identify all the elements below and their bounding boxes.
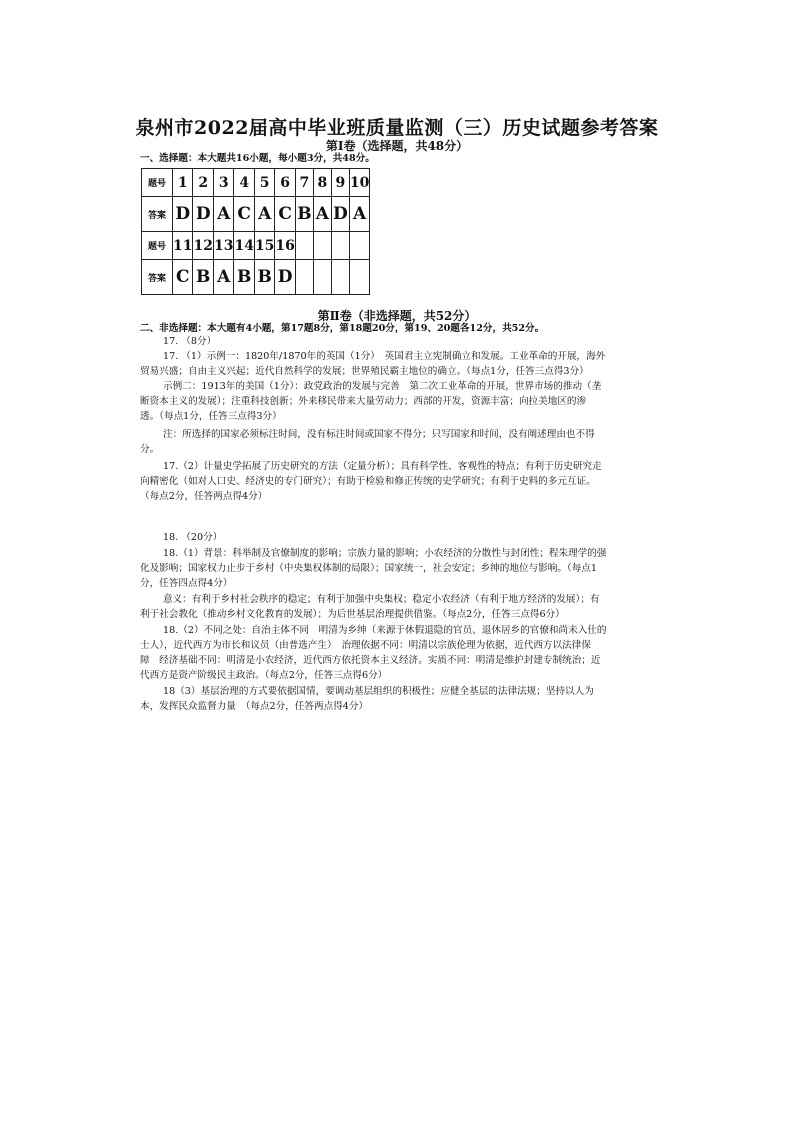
answer-cell: [313, 260, 331, 295]
answer-cell: D: [193, 197, 213, 232]
q-num: 9: [331, 169, 349, 197]
answer-cell: C: [234, 197, 254, 232]
text-line: 18.（2）不同之处：自治主体不同 明清为乡绅（来源于休假退隐的官员、退休居乡的官僚和尚未入仕的: [163, 625, 607, 636]
answer-cell: A: [254, 197, 274, 232]
answer-cell: B: [193, 260, 213, 295]
document-title: 泉州市2022届高中毕业班质量监测（三）历史试题参考答案: [135, 117, 659, 139]
answer-cell: B: [234, 260, 254, 295]
q-num: 7: [295, 169, 313, 197]
q-num: 10: [349, 169, 369, 197]
text-line: 17. （8分）: [163, 336, 217, 347]
text-line: 向精密化（如对人口史、经济史的专门研究）；有助于检验和修正传统的史学研究；有利于史料的多元互证。: [140, 476, 596, 487]
answer-cell: [349, 260, 369, 295]
ans-label: 答案: [142, 260, 173, 295]
q-num: 8: [313, 169, 331, 197]
text-line: 注：所选择的国家必须标注时间，没有标注时间或国家不得分；只写国家和时间，没有阐述理由也不得: [163, 429, 595, 440]
part2-heading: 第Ⅱ卷（非选择题，共52分）: [317, 309, 477, 323]
text-line: 士人），近代西方为市长和议员（由普选产生） 治理依据不同：明清以宗族伦理为依据，近代西方以法律保: [140, 640, 591, 651]
answer-cell: B: [254, 260, 274, 295]
q-num: 5: [254, 169, 274, 197]
part1-heading: 第Ⅰ卷（选择题，共48分）: [325, 139, 469, 153]
text-line: 示例二：1913年的美国（1分）：政党政治的发展与完善 第二次工业革命的开展，世界市场的推动（垄: [163, 381, 602, 392]
answer-cell: [331, 260, 349, 295]
table-row: [142, 232, 370, 260]
q-num: 15: [254, 232, 274, 260]
text-line: 意义：有利于乡村社会秩序的稳定；有利于加强中央集权；稳定小农经济（有利于地方经济的发展）；有: [163, 594, 600, 605]
table-row: [142, 169, 370, 197]
ans-label: 答案: [142, 197, 173, 232]
answer-cell: C: [275, 197, 295, 232]
q-num: 2: [193, 169, 213, 197]
q-num: 14: [234, 232, 254, 260]
answer-cell: A: [213, 260, 233, 295]
text-line: 断资本主义的发展）；注重科技创新；外来移民带来大量劳动力；西部的开发，资源丰富；向拉美地区的渗: [140, 396, 587, 407]
text-line: 18.（1）背景：科举制及官僚制度的影响；宗族力量的影响；小农经济的分散性与封闭性；程朱理学的强: [163, 548, 607, 559]
text-line: 障 经济基础不同：明清是小农经济，近代西方依托资本主义经济。实质不同：明清是维护封建专制统治；近: [140, 655, 601, 666]
q-num: [331, 232, 349, 260]
text-line: 17. （1）示例一：1820年/1870年的英国（1分） 英国君主立宪制确立和发展。工业革命的开展，海外: [163, 351, 606, 362]
text-line: 本，发挥民众监督力量 （每点2分，任答两点得4分）: [140, 701, 369, 712]
text-line: 18. （20分）: [163, 532, 223, 543]
text-line: 代西方是资产阶级民主政治。（每点2分，任答三点得6分）: [140, 670, 388, 681]
answer-cell: A: [313, 197, 331, 232]
answer-cell: D: [331, 197, 349, 232]
answer-cell: D: [275, 260, 295, 295]
text-line: 透。（每点1分，任答三点得3分）: [140, 411, 282, 422]
text-line: 贸易兴盛；自由主义兴起；近代自然科学的发展；世界殖民霸主地位的确立。（每点1分，任答三点得3分）: [140, 366, 589, 377]
q-num: 11: [173, 232, 193, 260]
answer-cell: D: [173, 197, 193, 232]
table-row: [142, 197, 370, 232]
answer-cell: A: [213, 197, 233, 232]
q-num: [295, 232, 313, 260]
section2-heading: 二、非选择题：本大题有4小题，第17题8分，第18题20分，第19、20题各12分，共52分。: [140, 323, 545, 334]
q-num: 6: [275, 169, 295, 197]
q-num: 1: [173, 169, 193, 197]
text-line: 17.（2）计量史学拓展了历史研究的方法（定量分析）；具有科学性、客观性的特点；有利于历史研究走: [163, 461, 602, 472]
q-num: 16: [275, 232, 295, 260]
num-label: 题号: [142, 169, 173, 197]
q-num: [349, 232, 369, 260]
q-num: [313, 232, 331, 260]
answer-table: [141, 168, 370, 295]
q-num: 3: [213, 169, 233, 197]
answer-cell: B: [295, 197, 313, 232]
text-line: 18（3）基层治理的方式要依据国情，要调动基层组织的积极性；应健全基层的法律法规；坚持以人为: [163, 686, 594, 697]
text-line: 利于社会教化（推动乡村文化教育的发展）；为后世基层治理提供借鉴。（每点2分，任答三点得6分）: [140, 609, 565, 620]
text-line: （每点2分，任答两点得4分）: [140, 491, 268, 502]
q-num: 4: [234, 169, 254, 197]
q-num: 13: [213, 232, 233, 260]
section1-heading: 一、选择题：本大题共16小题，每小题3分，共48分。: [140, 153, 375, 164]
answer-cell: C: [173, 260, 193, 295]
answer-cell: [295, 260, 313, 295]
table-row: [142, 260, 370, 295]
text-line: 分，任答四点得4分）: [140, 578, 233, 589]
answer-cell: A: [349, 197, 369, 232]
num-label: 题号: [142, 232, 173, 260]
q-num: 12: [193, 232, 213, 260]
text-line: 化及影响；国家权力止步于乡村（中央集权体制的局限）；国家统一，社会安定；乡绅的地位与影响。（每点1: [140, 563, 598, 574]
text-line: 分。: [140, 444, 160, 455]
